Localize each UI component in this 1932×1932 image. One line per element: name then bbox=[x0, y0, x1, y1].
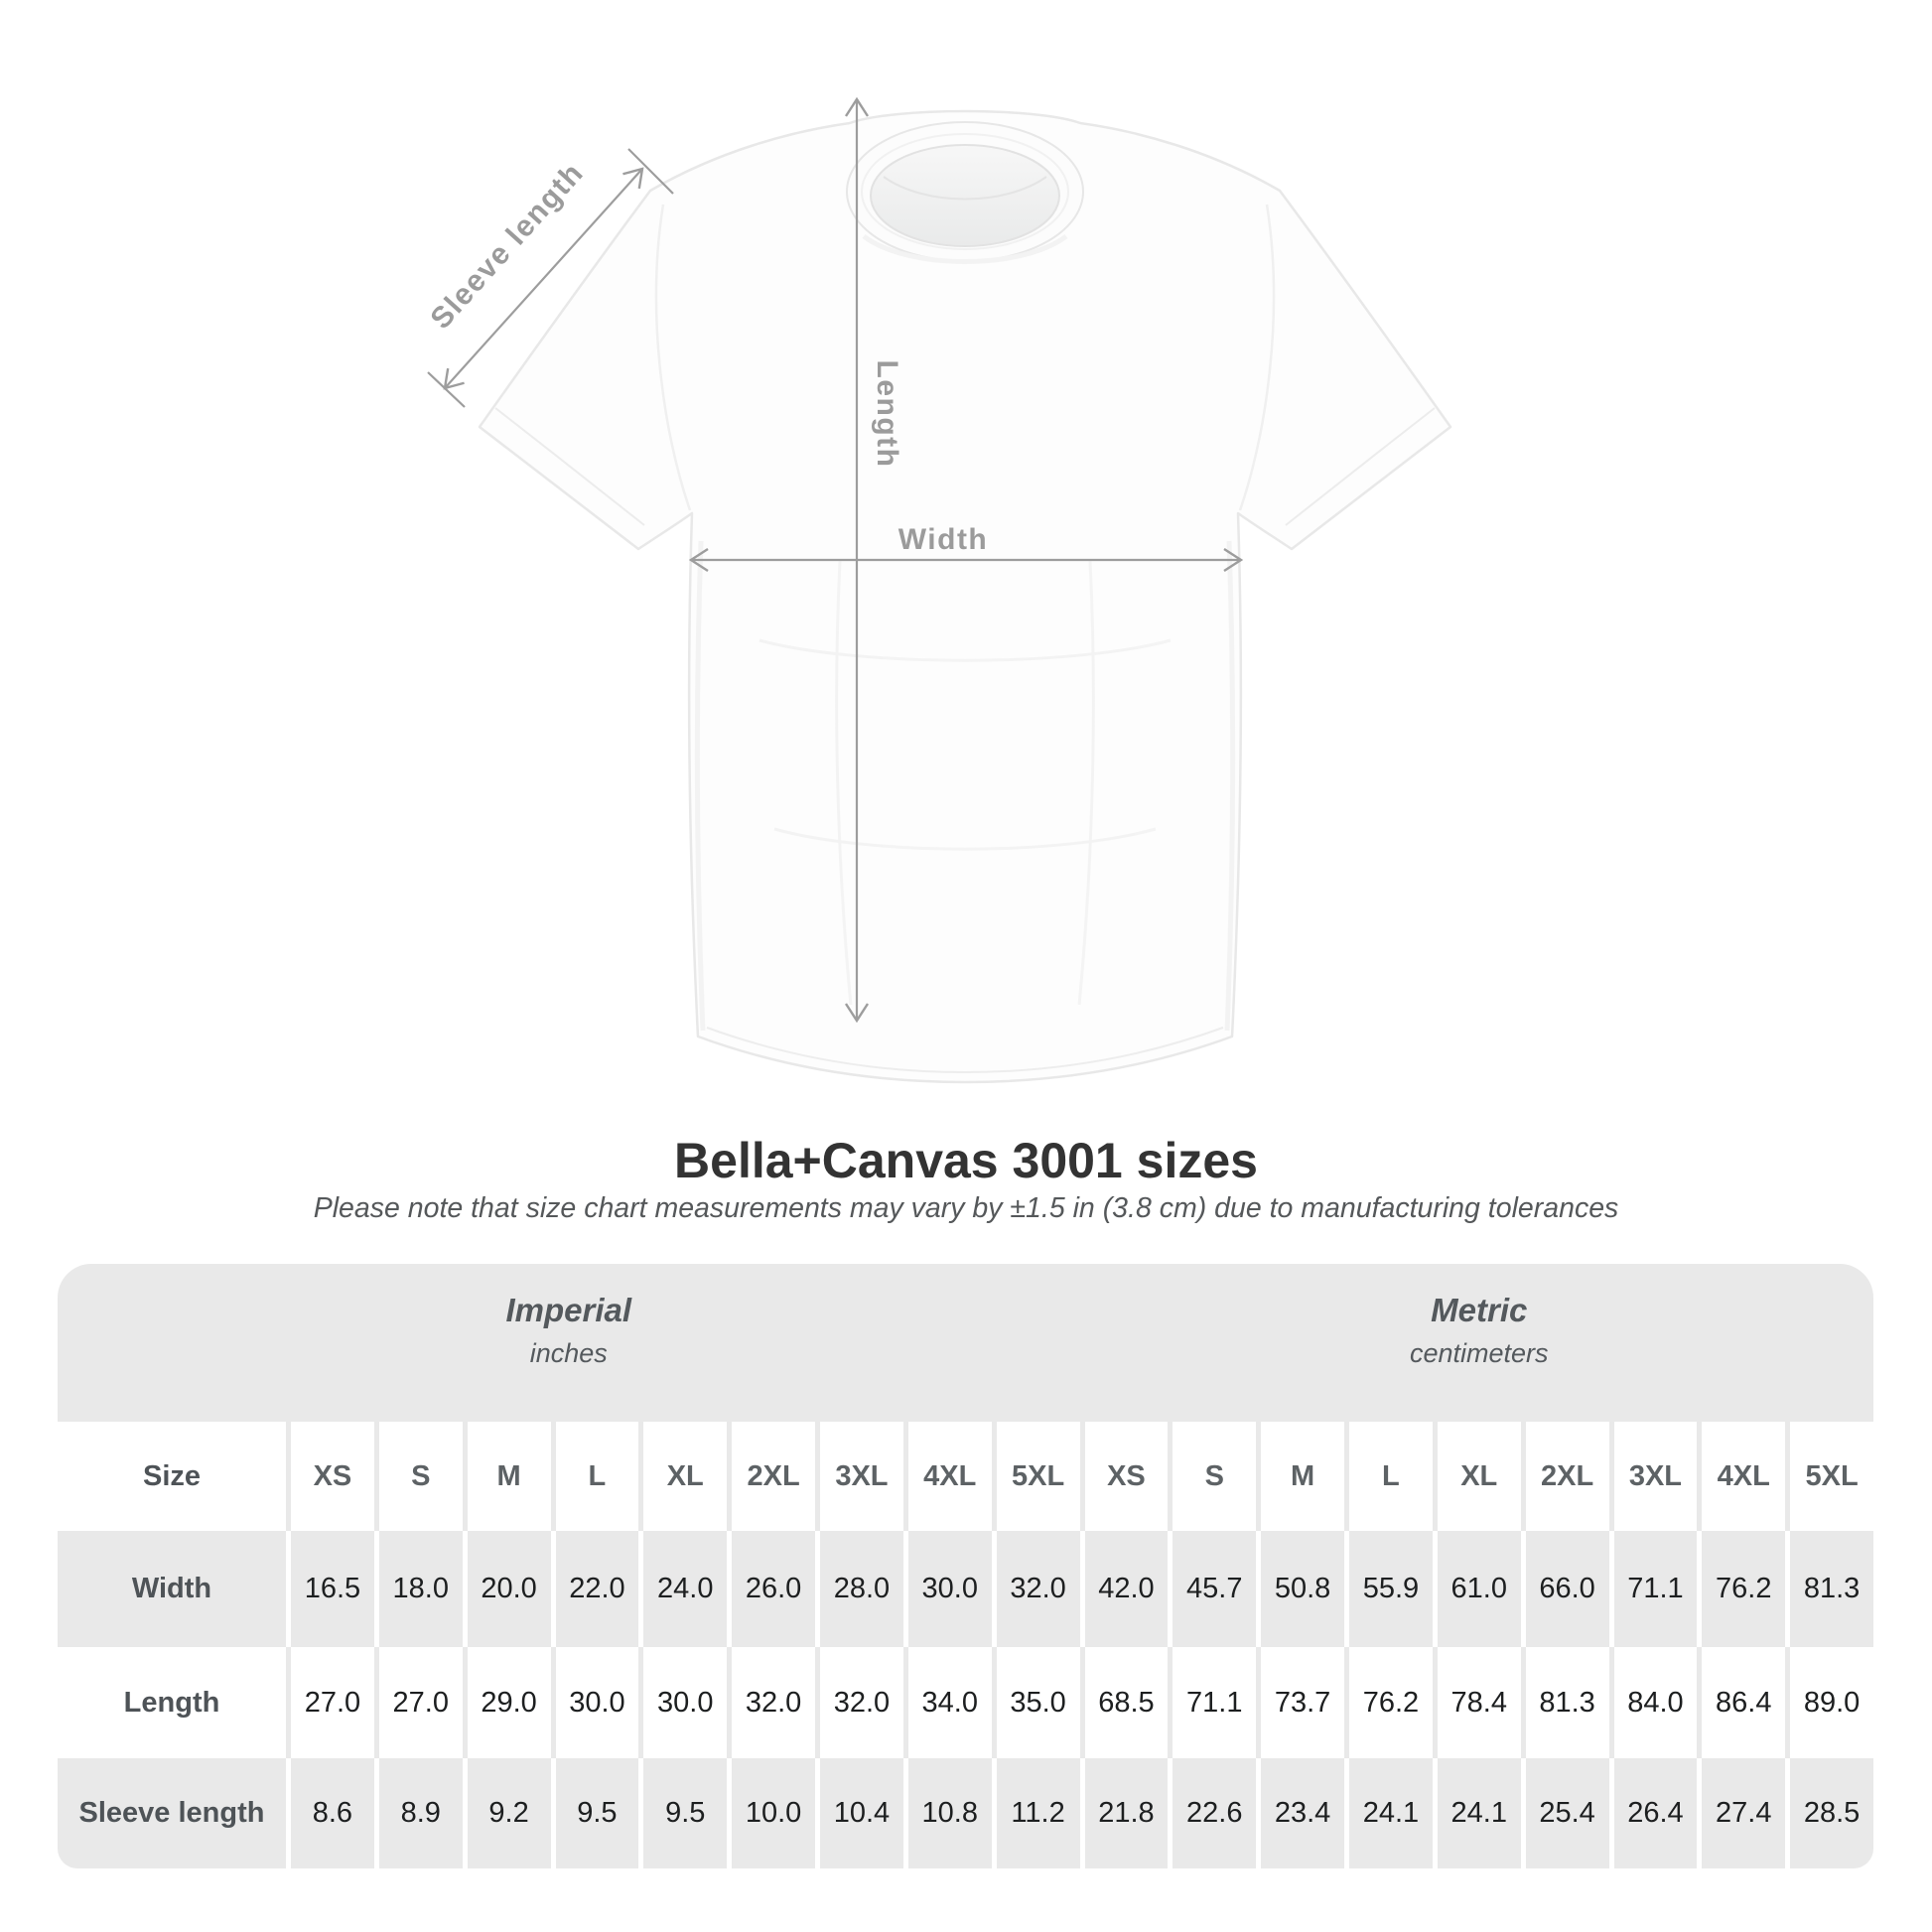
page-title: Bella+Canvas 3001 sizes bbox=[674, 1133, 1258, 1188]
size-column-header: XS bbox=[291, 1422, 374, 1531]
measurement-cell: 61.0 bbox=[1438, 1531, 1521, 1647]
size-column-header: 5XL bbox=[997, 1422, 1080, 1531]
metric-header bbox=[1085, 1264, 1874, 1422]
measurement-cell: 8.9 bbox=[379, 1758, 463, 1868]
measurement-cell: 23.4 bbox=[1261, 1758, 1344, 1868]
measurement-cell: 18.0 bbox=[379, 1531, 463, 1647]
measurement-cell: 27.4 bbox=[1702, 1758, 1785, 1868]
metric-subtitle: centimeters bbox=[1409, 1337, 1549, 1368]
sleeve-arrow-start-tick bbox=[428, 372, 465, 407]
size-column-header: L bbox=[556, 1422, 639, 1531]
measurement-cell: 24.0 bbox=[643, 1531, 727, 1647]
sleeve-length-label: Sleeve length bbox=[424, 156, 591, 336]
tshirt-illustration bbox=[480, 111, 1450, 1082]
measurement-cell: 22.6 bbox=[1173, 1758, 1256, 1868]
size-column-header: 3XL bbox=[1614, 1422, 1698, 1531]
measurement-cell: 28.0 bbox=[820, 1531, 903, 1647]
measurement-cell: 76.2 bbox=[1349, 1647, 1433, 1758]
measurement-cell: 25.4 bbox=[1526, 1758, 1609, 1868]
imperial-header bbox=[58, 1264, 1080, 1422]
measurement-cell: 81.3 bbox=[1790, 1531, 1873, 1647]
measurement-cell: 89.0 bbox=[1790, 1647, 1873, 1758]
measurement-cell: 66.0 bbox=[1526, 1531, 1609, 1647]
imperial-title: Imperial bbox=[505, 1291, 632, 1328]
measurement-cell: 9.5 bbox=[643, 1758, 727, 1868]
size-column-header: XL bbox=[643, 1422, 727, 1531]
measurement-cell: 8.6 bbox=[291, 1758, 374, 1868]
measurement-cell: 20.0 bbox=[468, 1531, 551, 1647]
measurement-cell: 55.9 bbox=[1349, 1531, 1433, 1647]
size-column-header: M bbox=[1261, 1422, 1344, 1531]
measurement-cell: 24.1 bbox=[1438, 1758, 1521, 1868]
size-column-header: 2XL bbox=[1526, 1422, 1609, 1531]
row-label: Width bbox=[58, 1531, 286, 1647]
size-column-header: M bbox=[468, 1422, 551, 1531]
measurement-cell: 86.4 bbox=[1702, 1647, 1785, 1758]
measurement-cell: 50.8 bbox=[1261, 1531, 1344, 1647]
measurement-cell: 9.2 bbox=[468, 1758, 551, 1868]
measurement-cell: 71.1 bbox=[1614, 1531, 1698, 1647]
measurement-cell: 30.0 bbox=[908, 1531, 992, 1647]
size-column-header: S bbox=[379, 1422, 463, 1531]
size-column-header: 2XL bbox=[732, 1422, 815, 1531]
size-column-header: L bbox=[1349, 1422, 1433, 1531]
measurement-cell: 68.5 bbox=[1085, 1647, 1169, 1758]
measurement-cell: 29.0 bbox=[468, 1647, 551, 1758]
measurement-row bbox=[58, 1531, 1873, 1647]
measurement-cell: 76.2 bbox=[1702, 1531, 1785, 1647]
measurement-cell: 24.1 bbox=[1349, 1758, 1433, 1868]
size-column-header: S bbox=[1173, 1422, 1256, 1531]
size-column-header: 4XL bbox=[1702, 1422, 1785, 1531]
measurement-cell: 42.0 bbox=[1085, 1531, 1169, 1647]
length-label: Length bbox=[871, 359, 903, 469]
row-label: Length bbox=[58, 1647, 286, 1758]
row-label: Sleeve length bbox=[58, 1758, 286, 1868]
measurement-cell: 26.0 bbox=[732, 1531, 815, 1647]
measurement-row bbox=[58, 1647, 1873, 1758]
measurement-cell: 22.0 bbox=[556, 1531, 639, 1647]
measurement-cell: 84.0 bbox=[1614, 1647, 1698, 1758]
sleeve-arrow-end-tick bbox=[628, 149, 673, 194]
size-header-row bbox=[58, 1422, 1873, 1531]
size-column-header: XS bbox=[1085, 1422, 1169, 1531]
measurement-cell: 30.0 bbox=[556, 1647, 639, 1758]
measurement-cell: 34.0 bbox=[908, 1647, 992, 1758]
measurement-cell: 81.3 bbox=[1526, 1647, 1609, 1758]
measurement-cell: 45.7 bbox=[1173, 1531, 1256, 1647]
measurement-cell: 30.0 bbox=[643, 1647, 727, 1758]
units-header-row bbox=[58, 1264, 1873, 1422]
size-column-header: 5XL bbox=[1790, 1422, 1873, 1531]
measurement-row bbox=[58, 1758, 1873, 1868]
measurement-cell: 10.0 bbox=[732, 1758, 815, 1868]
row-label: Size bbox=[58, 1422, 286, 1531]
measurement-cell: 71.1 bbox=[1173, 1647, 1256, 1758]
measurement-cell: 28.5 bbox=[1790, 1758, 1873, 1868]
imperial-subtitle: inches bbox=[529, 1337, 608, 1368]
measurement-cell: 11.2 bbox=[997, 1758, 1080, 1868]
measurement-cell: 27.0 bbox=[291, 1647, 374, 1758]
table-body bbox=[58, 1422, 1873, 1868]
measurement-cell: 26.4 bbox=[1614, 1758, 1698, 1868]
size-column-header: 3XL bbox=[820, 1422, 903, 1531]
size-column-header: 4XL bbox=[908, 1422, 992, 1531]
page-subtitle: Please note that size chart measurements may vary by ±1.5 in (3.8 cm) due to manufacturing tolerances bbox=[313, 1192, 1619, 1224]
measurement-cell: 27.0 bbox=[379, 1647, 463, 1758]
size-table bbox=[58, 1264, 1873, 1868]
measurement-cell: 32.0 bbox=[997, 1531, 1080, 1647]
measurement-cell: 9.5 bbox=[556, 1758, 639, 1868]
measurement-cell: 32.0 bbox=[820, 1647, 903, 1758]
size-column-header: XL bbox=[1438, 1422, 1521, 1531]
measurement-cell: 73.7 bbox=[1261, 1647, 1344, 1758]
collar bbox=[847, 122, 1083, 262]
metric-title: Metric bbox=[1431, 1291, 1528, 1328]
measurement-cell: 32.0 bbox=[732, 1647, 815, 1758]
measurement-cell: 16.5 bbox=[291, 1531, 374, 1647]
measurement-cell: 78.4 bbox=[1438, 1647, 1521, 1758]
measurement-cell: 35.0 bbox=[997, 1647, 1080, 1758]
measurement-cell: 10.4 bbox=[820, 1758, 903, 1868]
measurement-cell: 21.8 bbox=[1085, 1758, 1169, 1868]
measurement-cell: 10.8 bbox=[908, 1758, 992, 1868]
width-label: Width bbox=[897, 523, 989, 556]
